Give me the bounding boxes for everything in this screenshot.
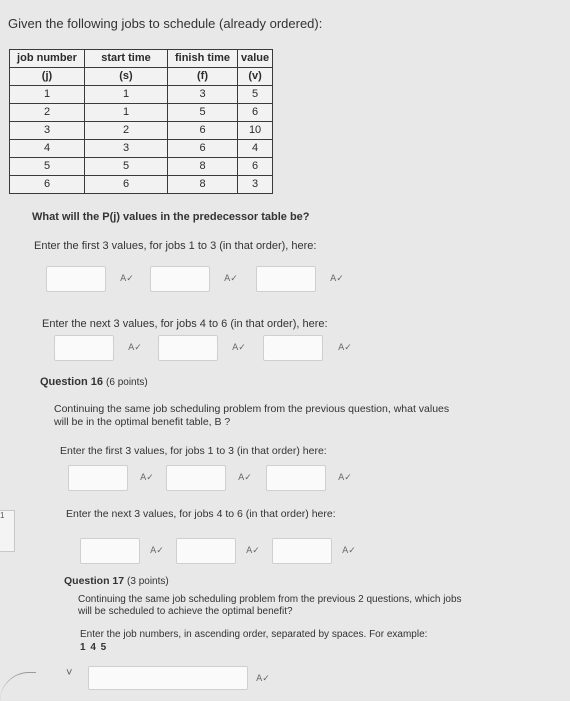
q15-input-5[interactable] <box>158 335 218 361</box>
col-sub-v: (v) <box>238 68 273 86</box>
q17-instr: Enter the job numbers, in ascending order, separated by spaces. For example: <box>80 629 428 640</box>
cell: 3 <box>10 122 85 140</box>
cell: 4 <box>10 140 85 158</box>
cell: 6 <box>168 122 238 140</box>
table-row <box>10 158 273 176</box>
q17-answer-input[interactable] <box>88 666 248 690</box>
cell: 2 <box>85 122 168 140</box>
q15-input-4[interactable] <box>54 335 114 361</box>
table-row <box>10 176 273 194</box>
q16-input-6[interactable] <box>272 538 332 564</box>
cell: 5 <box>238 86 273 104</box>
q16-input-5[interactable] <box>176 538 236 564</box>
table-row <box>10 122 273 140</box>
spellcheck-icon[interactable]: A✓ <box>150 546 164 556</box>
q16-desc: Continuing the same job scheduling problem from the previous question, what values will be in the optimal benefit table, B ? <box>54 403 450 428</box>
q15-first-label: Enter the first 3 values, for jobs 1 to 3 (in that order), here: <box>34 240 317 252</box>
cell: 6 <box>85 176 168 194</box>
q15-input-6[interactable] <box>263 335 323 361</box>
col-sub-f: (f) <box>168 68 238 86</box>
table-row <box>10 140 273 158</box>
col-sub-j: (j) <box>10 68 85 86</box>
jobs-table <box>9 49 273 194</box>
q17-heading-row <box>64 575 169 587</box>
q16-input-3[interactable] <box>266 465 326 491</box>
cell: 2 <box>10 104 85 122</box>
table-row <box>10 104 273 122</box>
spellcheck-icon[interactable]: A✓ <box>238 473 252 483</box>
spellcheck-icon[interactable]: A✓ <box>338 473 352 483</box>
spellcheck-icon[interactable]: A✓ <box>140 473 154 483</box>
q16-heading-row <box>40 376 148 388</box>
q16-next-label: Enter the next 3 values, for jobs 4 to 6 (in that order) here: <box>66 508 336 520</box>
cell: 8 <box>168 158 238 176</box>
q17-example: 1 4 5 <box>80 642 108 653</box>
spellcheck-icon[interactable]: A✓ <box>256 674 270 684</box>
page-edge <box>0 672 36 701</box>
cell: 1 <box>10 86 85 104</box>
side-tab-label: 1 <box>0 511 5 520</box>
q16-first-label: Enter the first 3 values, for jobs 1 to 3 (in that order) here: <box>60 445 327 457</box>
cell: 3 <box>168 86 238 104</box>
cell: 3 <box>238 176 273 194</box>
cell: 10 <box>238 122 273 140</box>
chevron-down-icon: ˅ <box>66 667 73 679</box>
cell: 5 <box>168 104 238 122</box>
spellcheck-icon[interactable]: A✓ <box>232 343 246 353</box>
page-title: Given the following jobs to schedule (already ordered): <box>8 16 323 31</box>
spellcheck-icon[interactable]: A✓ <box>246 546 260 556</box>
cell: 6 <box>10 176 85 194</box>
cell: 8 <box>168 176 238 194</box>
spellcheck-icon[interactable]: A✓ <box>120 274 134 284</box>
cell: 6 <box>238 104 273 122</box>
q17-points: (3 points) <box>127 576 169 587</box>
col-sub-s: (s) <box>85 68 168 86</box>
q16-input-2[interactable] <box>166 465 226 491</box>
q15-prompt: What will the P(j) values in the predecessor table be? <box>32 211 310 223</box>
cell: 1 <box>85 86 168 104</box>
q16-input-1[interactable] <box>68 465 128 491</box>
cell: 4 <box>238 140 273 158</box>
q17-heading: Question 17 <box>64 575 125 587</box>
q16-points: (6 points) <box>106 377 148 388</box>
q15-input-2[interactable] <box>150 266 210 292</box>
col-header-start-time: start time <box>85 50 168 68</box>
cell: 5 <box>10 158 85 176</box>
spellcheck-icon[interactable]: A✓ <box>330 274 344 284</box>
spellcheck-icon[interactable]: A✓ <box>128 343 142 353</box>
cell: 3 <box>85 140 168 158</box>
spellcheck-icon[interactable]: A✓ <box>338 343 352 353</box>
spellcheck-icon[interactable]: A✓ <box>224 274 238 284</box>
q15-next-label: Enter the next 3 values, for jobs 4 to 6 (in that order), here: <box>42 318 328 330</box>
col-header-finish-time: finish time <box>168 50 238 68</box>
cell: 1 <box>85 104 168 122</box>
col-header-job-number: job number <box>10 50 85 68</box>
q17-desc: Continuing the same job scheduling problem from the previous 2 questions, which jobs will be scheduled to achieve the optimal benefit? <box>78 594 462 617</box>
spellcheck-icon[interactable]: A✓ <box>342 546 356 556</box>
q15-input-1[interactable] <box>46 266 106 292</box>
q16-input-4[interactable] <box>80 538 140 564</box>
table-row <box>10 86 273 104</box>
cell: 6 <box>168 140 238 158</box>
cell: 5 <box>85 158 168 176</box>
q15-input-3[interactable] <box>256 266 316 292</box>
side-tab[interactable] <box>0 510 15 552</box>
cell: 6 <box>238 158 273 176</box>
q16-heading: Question 16 <box>40 376 103 388</box>
col-header-value: value <box>238 50 273 68</box>
